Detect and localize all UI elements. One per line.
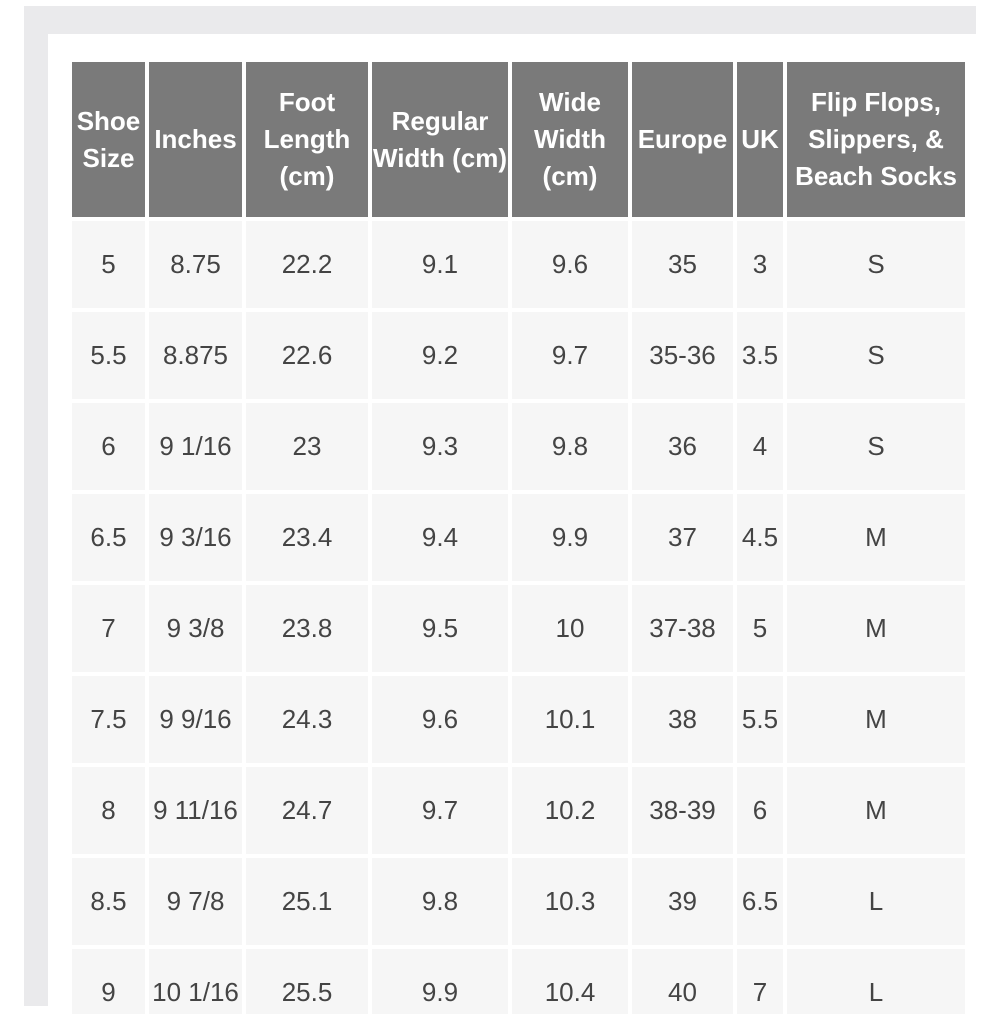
table-cell: 8.875 [149,312,242,399]
table-cell: 10.2 [512,767,628,854]
header-cell: Inches [149,62,242,217]
table-cell: 7.5 [72,676,145,763]
content-area [48,34,978,1014]
table-cell: 9 1/16 [149,403,242,490]
header-cell: Europe [632,62,733,217]
table-cell: 9.7 [512,312,628,399]
table-cell: 8.75 [149,221,242,308]
table-cell: 6.5 [737,858,783,945]
table-cell: 36 [632,403,733,490]
table-cell: 9.6 [372,676,508,763]
table-row [72,494,965,581]
table-row [72,312,965,399]
table-cell: 37 [632,494,733,581]
table-cell: 6.5 [72,494,145,581]
header-cell: Flip Flops, Slippers, & Beach Socks [787,62,965,217]
table-cell: 7 [737,949,783,1014]
table-cell: 38-39 [632,767,733,854]
table-row [72,403,965,490]
table-cell: 10.4 [512,949,628,1014]
table-cell: 40 [632,949,733,1014]
table-cell: 9.9 [512,494,628,581]
table-cell: L [787,949,965,1014]
table-cell: 4 [737,403,783,490]
table-cell: 10 [512,585,628,672]
table-cell: 5.5 [72,312,145,399]
table-cell: 10.3 [512,858,628,945]
table-cell: 10.1 [512,676,628,763]
table-cell: 35-36 [632,312,733,399]
table-cell: 7 [72,585,145,672]
table-cell: 9 7/8 [149,858,242,945]
table-cell: 6 [72,403,145,490]
header-cell: Shoe Size [72,62,145,217]
table-cell: 9.7 [372,767,508,854]
header-cell: Foot Length (cm) [246,62,368,217]
table-row [72,858,965,945]
header-cell: Wide Width (cm) [512,62,628,217]
table-cell: 25.1 [246,858,368,945]
table-cell: 9.8 [512,403,628,490]
table-cell: M [787,676,965,763]
size-chart-table [68,58,969,1014]
table-cell: 5.5 [737,676,783,763]
table-cell: 35 [632,221,733,308]
table-cell: 5 [72,221,145,308]
table-cell: 9.9 [372,949,508,1014]
table-row [72,767,965,854]
table-cell: 24.3 [246,676,368,763]
table-cell: 37-38 [632,585,733,672]
table-cell: 9 11/16 [149,767,242,854]
table-cell: 9 3/16 [149,494,242,581]
table-cell: S [787,221,965,308]
table-cell: L [787,858,965,945]
table-cell: 9.1 [372,221,508,308]
table-cell: 9.2 [372,312,508,399]
table-cell: 9.4 [372,494,508,581]
table-cell: 9 9/16 [149,676,242,763]
table-cell: 24.7 [246,767,368,854]
table-cell: 25.5 [246,949,368,1014]
table-row [72,585,965,672]
table-cell: 38 [632,676,733,763]
table-cell: 9.5 [372,585,508,672]
table-cell: S [787,312,965,399]
header-row [72,62,965,217]
table-cell: 23 [246,403,368,490]
table-cell: 8.5 [72,858,145,945]
table-cell: M [787,494,965,581]
table-cell: 23.8 [246,585,368,672]
table-cell: 4.5 [737,494,783,581]
table-cell: 3 [737,221,783,308]
table-cell: 6 [737,767,783,854]
table-cell: 8 [72,767,145,854]
table-body [72,221,965,1014]
table-cell: 9.8 [372,858,508,945]
table-cell: 39 [632,858,733,945]
table-cell: 9.3 [372,403,508,490]
table-cell: 5 [737,585,783,672]
header-cell: UK [737,62,783,217]
table-cell: 9 [72,949,145,1014]
table-row [72,949,965,1014]
table-cell: 22.2 [246,221,368,308]
table-cell: 9.6 [512,221,628,308]
header-cell: Regular Width (cm) [372,62,508,217]
table-row [72,676,965,763]
table-cell: 3.5 [737,312,783,399]
table-cell: 22.6 [246,312,368,399]
table-cell: 23.4 [246,494,368,581]
table-cell: M [787,585,965,672]
table-row [72,221,965,308]
page-frame [24,6,976,1006]
table-cell: S [787,403,965,490]
table-cell: 10 1/16 [149,949,242,1014]
table-cell: 9 3/8 [149,585,242,672]
table-cell: M [787,767,965,854]
